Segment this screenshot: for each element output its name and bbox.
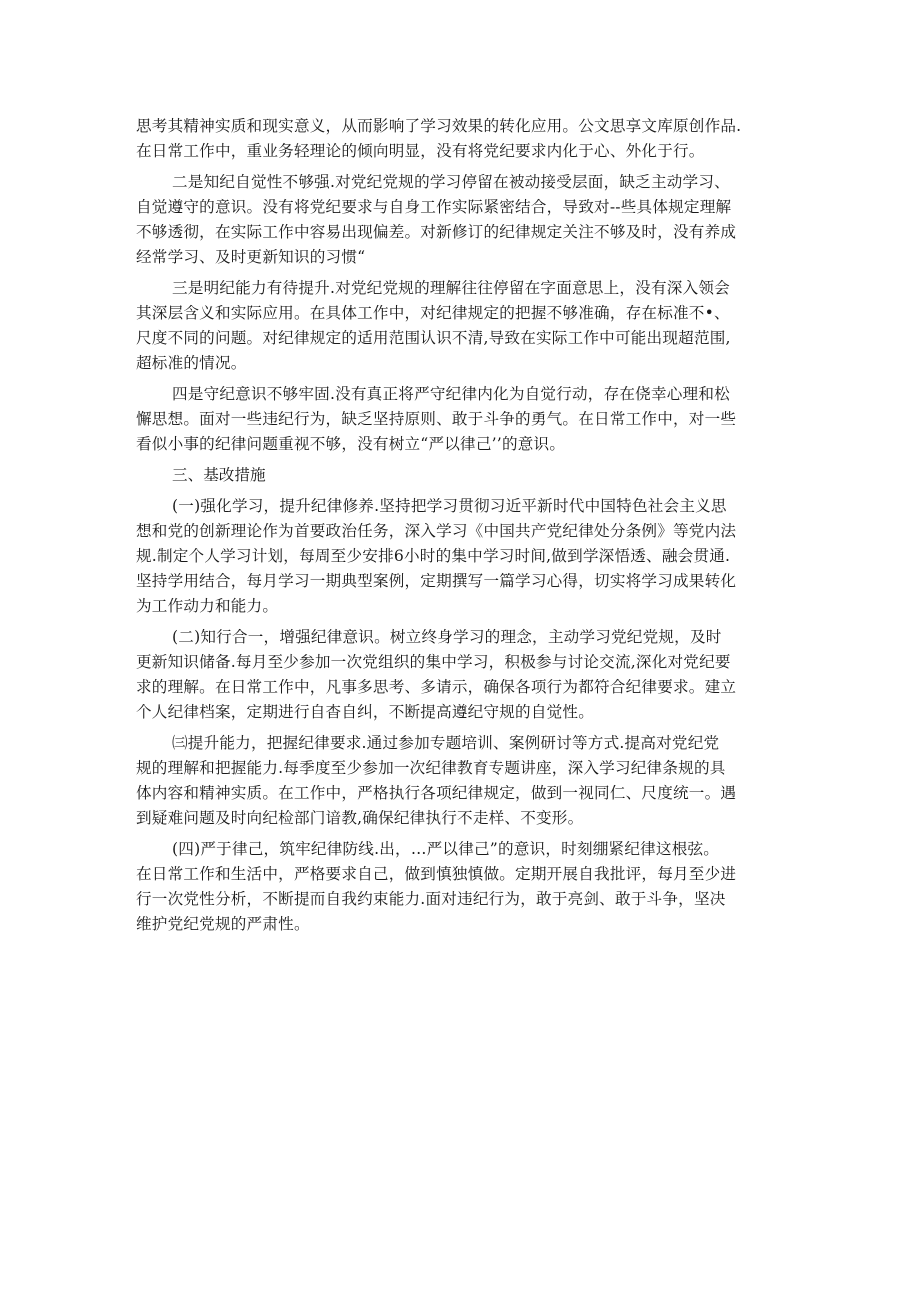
- paragraph-measure-3: [136, 731, 786, 831]
- text-line: 行一次党性分析，不断提而自我约束能力.面对违纪行为，敢于亮剑、敢于斗争，坚决: [136, 890, 726, 908]
- text-line: 求的理解。在日常工作中，凡事多思考、多请示，确保各项行为都符合纪律要求。建立: [136, 678, 737, 696]
- text-line: 看似小事的纪律问题重视不够，没有树立“严以律己’’的意识。: [136, 435, 566, 453]
- paragraph-problem-4: [136, 382, 786, 457]
- text-line: 思考其精神实质和现实意义，从而影响了学习效果的转化应用。公文思享文库原创作品.: [136, 117, 742, 135]
- text-line: 二是知纪自觉性不够强.对党纪党规的学习停留在被动接受层面，缺乏主动学习、: [172, 173, 730, 191]
- text-line: 维护党纪党规的严肃性。: [136, 915, 310, 933]
- text-line: 在日常工作和生活中，严格要求自己，做到慎独慎做。定期开展自我批评，每月至少进: [136, 865, 737, 883]
- text-line: 三是明纪能力有待提升.对党纪党规的理解往往停留在字面意思上，没有深入领会: [172, 279, 730, 297]
- text-line: 规的理解和把握能力.每季度至少参加一次纪律教育专题讲座，深入学习纪律条规的具: [136, 759, 726, 777]
- text-line: 更新知识储备.每月至少参加一次党组织的集中学习，积极参与讨论交流,深化对党纪要: [136, 653, 731, 671]
- paragraph-measure-2: [136, 625, 786, 725]
- text-line: 坚持学用结合，每月学习一期典型案例，定期撰写一篇学习心得，切实将学习成果转化: [136, 572, 737, 590]
- text-line: ㈢提升能力，把握纪律要求.通过参加专题培训、案例研讨等方式.提高对党纪党: [172, 734, 720, 752]
- text-line: 自觉遵守的意识。没有将党纪要求与自身工作实际紧密结合，导致对--些具体规定理解: [136, 198, 732, 216]
- text-line: 体内容和精神实质。在工作中，严格执行各项纪律规定，做到一视同仁、尺度统一。遇: [136, 784, 737, 802]
- text-line: 想和党的创新理论作为首要政治任务，深入学习《中国共产党纪律处分条例》等党内法: [136, 522, 737, 540]
- text-line: 经常学习、及时更新知识的习惯“: [136, 248, 366, 266]
- text-line: (四)严于律己，筑牢纪律防线.出，…严以律己”的意识，时刻绷紧纪律这根弦。: [172, 840, 720, 858]
- section-heading: 三、基改措施: [172, 466, 266, 484]
- text-line: (二)知行合一，增强纪律意识。树立终身学习的理念，主动学习党纪党规，及时: [172, 628, 722, 646]
- paragraph-problem-3: [136, 276, 786, 376]
- text-line: 到疑难问题及时向纪检部门谙教,确保纪律执行不走样、不变形。: [136, 809, 584, 827]
- text-line: 个人纪律档案，定期进行自杳自纠，不断提高遵纪守规的自觉性。: [136, 703, 595, 721]
- text-line: 尺度不同的问题。对纪律规定的适用范围认识不清,导致在实际工作中可能出现超范围,: [136, 329, 731, 347]
- paragraph-measure-4: [136, 837, 786, 937]
- document-page: [136, 114, 786, 943]
- text-line: 不够透彻，在实际工作中容易出现偏差。对新修订的纪律规定关注不够及时，没有养成: [136, 223, 737, 241]
- paragraph-measure-1: [136, 494, 786, 619]
- text-line: 在日常工作中，重业务轻理论的倾向明显，没有将党纪要求内化于心、外化于行。: [136, 142, 705, 160]
- text-line: 超标准的情况。: [136, 354, 247, 372]
- text-line: 其深层含义和实际应用。在具体工作中，对纪律规定的把握不够准确，存在标准不•、: [136, 304, 730, 322]
- paragraph-intro-continued: [136, 114, 786, 164]
- text-line: 懈思想。面对一些违纪行为，缺乏坚持原则、敢于斗争的勇气。在日常工作中，对一些: [136, 410, 737, 428]
- text-line: 四是守纪意识不够牢固.没有真正将严守纪律内化为自觉行动，存在侥幸心理和松: [172, 385, 730, 403]
- text-line: 为工作动力和能力。: [136, 597, 279, 615]
- text-line: (一)强化学习，提升纪律修养.坚持把学习贯彻习近平新时代中国特色社会主义思: [172, 497, 727, 515]
- paragraph-problem-2: [136, 170, 786, 270]
- text-line: 规.制定个人学习计划，每周至少安排6小时的集中学习时间,做到学深悟透、融会贯通.: [136, 547, 731, 565]
